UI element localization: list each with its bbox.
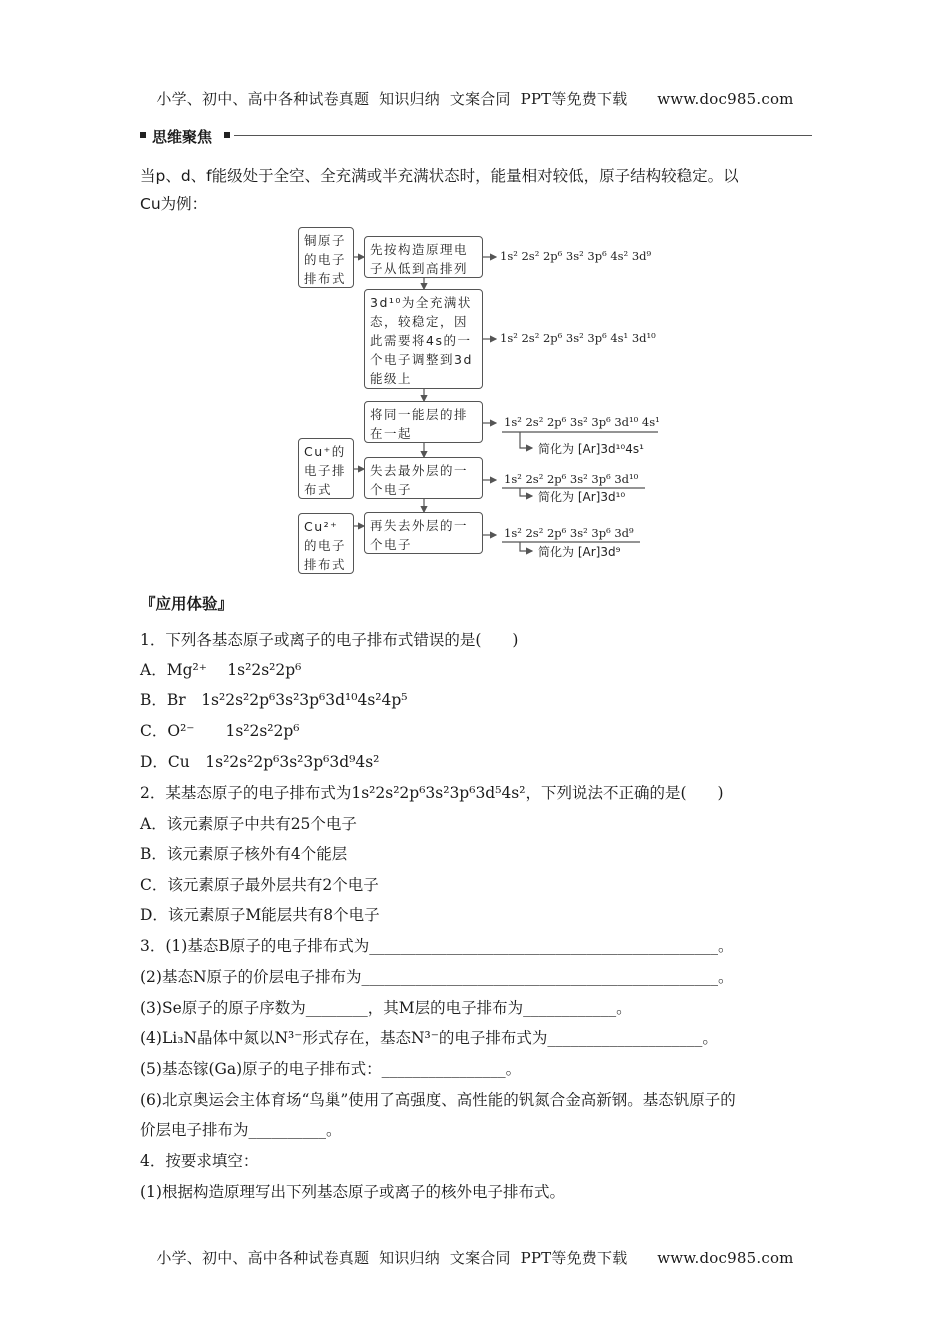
section-title: 思维聚焦: [152, 128, 213, 146]
q1-stem: 1．下列各基态原子或离子的电子排布式错误的是( ): [140, 631, 519, 649]
q4-part1: (1)根据构造原理写出下列基态原子或离子的核外电子排布式。: [140, 1183, 565, 1201]
intro-line-2: Cu为例：: [140, 195, 208, 213]
q2-option-d: D．该元素原子M能层共有8个电子: [140, 906, 380, 924]
cu-configuration-diagram: [0, 0, 950, 600]
result4-simplified: 简化为 [Ar]3d¹⁰: [538, 490, 626, 504]
q2-option-b: B．该元素原子核外有4个能层: [140, 845, 348, 863]
cu-plus-label-box: Cu⁺的电子排布式: [298, 438, 354, 499]
cu-atom-label-box: 铜原子的电子排布式: [298, 227, 354, 288]
elbow-result3-simplified: [520, 432, 532, 448]
q3-part5: (5)基态镓(Ga)原子的电子排布式：________________。: [140, 1060, 522, 1078]
q2-option-c: C．该元素原子最外层共有2个电子: [140, 876, 379, 894]
q3-part3: (3)Se原子的原子序数为________，其M层的电子排布为____________。: [140, 999, 632, 1017]
step5-box: 再失去外层的一个电子: [364, 512, 483, 554]
result2-config: 1s² 2s² 2p⁶ 3s² 3p⁶ 4s¹ 3d¹⁰: [500, 331, 656, 345]
result4-config: 1s² 2s² 2p⁶ 3s² 3p⁶ 3d¹⁰: [504, 472, 639, 486]
step1-box: 先按构造原理电子从低到高排列: [364, 236, 483, 278]
result3-config: 1s² 2s² 2p⁶ 3s² 3p⁶ 3d¹⁰ 4s¹: [504, 415, 660, 429]
step3-box: 将同一能层的排在一起: [364, 401, 483, 443]
q1-option-c: C．O²⁻ 1s²2s²2p⁶: [140, 722, 300, 740]
elbow-result5-simplified: [520, 542, 532, 551]
page-footer: 小学、初中、高中各种试卷真题 知识归纳 文案合同 PPT等免费下载 www.doc985.com: [156, 1249, 794, 1267]
q3-part6-line2: 价层电子排布为__________。: [140, 1121, 342, 1139]
page-header: 小学、初中、高中各种试卷真题 知识归纳 文案合同 PPT等免费下载 www.doc985.com: [156, 90, 794, 108]
q3-part2: (2)基态N原子的价层电子排布为______________________________________________。: [140, 968, 734, 986]
q2-option-a: A．该元素原子中共有25个电子: [140, 815, 357, 833]
q1-option-b: B．Br 1s²2s²2p⁶3s²3p⁶3d¹⁰4s²4p⁵: [140, 691, 408, 709]
result1-config: 1s² 2s² 2p⁶ 3s² 3p⁶ 4s² 3d⁹: [500, 249, 652, 263]
q3-part6-line1: (6)北京奥运会主体育场“鸟巢”使用了高强度、高性能的钒氮合金高新钢。基态钒原子的: [140, 1091, 736, 1109]
q1-option-d: D．Cu 1s²2s²2p⁶3s²3p⁶3d⁹4s²: [140, 753, 380, 771]
result5-simplified: 简化为 [Ar]3d⁹: [538, 545, 621, 559]
q4-stem: 4．按要求填空：: [140, 1152, 259, 1170]
q1-option-a: A．Mg²⁺ 1s²2s²2p⁶: [140, 661, 302, 679]
step4-box: 失去最外层的一个电子: [364, 457, 483, 499]
intro-line-1: 当p、d、f能级处于全空、全充满或半充满状态时，能量相对较低，原子结构较稳定。以: [140, 167, 739, 185]
result3-simplified: 简化为 [Ar]3d¹⁰4s¹: [538, 442, 644, 456]
apply-section-title: 『应用体验』: [140, 595, 234, 613]
q3-part4: (4)Li₃N晶体中氮以N³⁻形式存在，基态N³⁻的电子排布式为____________________。: [140, 1029, 718, 1047]
result5-config: 1s² 2s² 2p⁶ 3s² 3p⁶ 3d⁹: [504, 526, 634, 540]
elbow-result4-simplified: [520, 488, 532, 496]
cu-2plus-label-box: Cu²⁺的电子排布式: [298, 513, 354, 574]
step2-box: 3d¹⁰为全充满状态，较稳定，因此需要将4s的一个电子调整到3d能级上: [364, 289, 483, 389]
q3-part1: 3．(1)基态B原子的电子排布式为_____________________________________________。: [140, 937, 734, 955]
q2-stem: 2．某基态原子的电子排布式为1s²2s²2p⁶3s²3p⁶3d⁵4s²，下列说法不正确的是( ): [140, 784, 724, 802]
